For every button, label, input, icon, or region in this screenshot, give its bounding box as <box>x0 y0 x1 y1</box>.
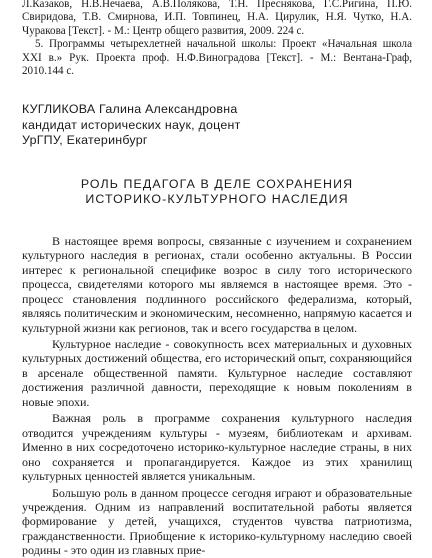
article-title-line-2: ИСТОРИКО-КУЛЬТУРНОГО НАСЛЕДИЯ <box>85 192 349 207</box>
paragraph-2: Культурное наследие - совокупность всех материальных и духовных культурных достижений общества, его исторический опыт, сохраняющийся в арсенале общественной памяти. Культурное наследие составляют достижения различной давности, переходящие к новым поколениям в новые эпохи. <box>22 337 412 409</box>
reference-5: 5. Программы четырехлетней начальной школы: Проект «Начальная школа XXI в.» Рук. Проекта проф. Н.Ф.Виноградова [Текст]. - М.: Вентана-Граф, 2010.144 с. <box>22 38 412 78</box>
article-body <box>22 234 412 558</box>
article-title-line-1: РОЛЬ ПЕДАГОГА В ДЕЛЕ СОХРАНЕНИЯ <box>80 176 354 191</box>
paragraph-3: Важная роль в программе сохранения культурного наследия отводится учреждениям культуры - музеям, библиотекам и архивам. Именно в них сосредоточено историко-культурное наследие страны, в них оно сохраняется и пропагандируется. Каждое из этих хранилищ культурных ценностей является уникальным. <box>22 411 412 484</box>
article-title <box>22 177 412 208</box>
references-section <box>22 0 412 78</box>
paragraph-4: Большую роль в данном процессе сегодня играют и образовательные учреждения. Одним из направлений воспитательной работы является формирование у детей, учащихся, студентов чувства патриотизма, гражданственности. Приобщение к историко-культурному наследию своей родины - это один из главных прие- <box>22 485 412 558</box>
reference-4-continuation: Л.Казаков, Н.В.Нечаева, А.В.Полякова, Т.Н. Преснякова, Г.С.Ригина, П.Ю. Свиридова, Т.В. Смирнова, И.П. Товпинец, Н.А. Цирулик, Н.Я. Чутко, Н.А. Чуракова [Текст]. - М.: Центр общего развития, 2009. 224 с. <box>22 0 412 37</box>
author-block <box>22 102 412 148</box>
author-affiliation: УрГПУ, Екатеринбург <box>22 133 148 148</box>
author-name: КУГЛИКОВА Галина Александровна <box>22 102 238 117</box>
author-degree: кандидат исторических наук, доцент <box>22 117 241 132</box>
paragraph-1: В настоящее время вопросы, связанные с изучением и сохранением культурного наследия в регионах, стали особенно актуальны. В России интерес к региональной специфике возрос в силу того исторического процесса, свидетелями которого мы являемся в настоящее время. Это - процесс становления подлинного российского федерализма, который, являясь политическим и экономическим, несомненно, напрямую касается и культурной жизни как регионов, так и всего государства в целом. <box>22 233 412 335</box>
